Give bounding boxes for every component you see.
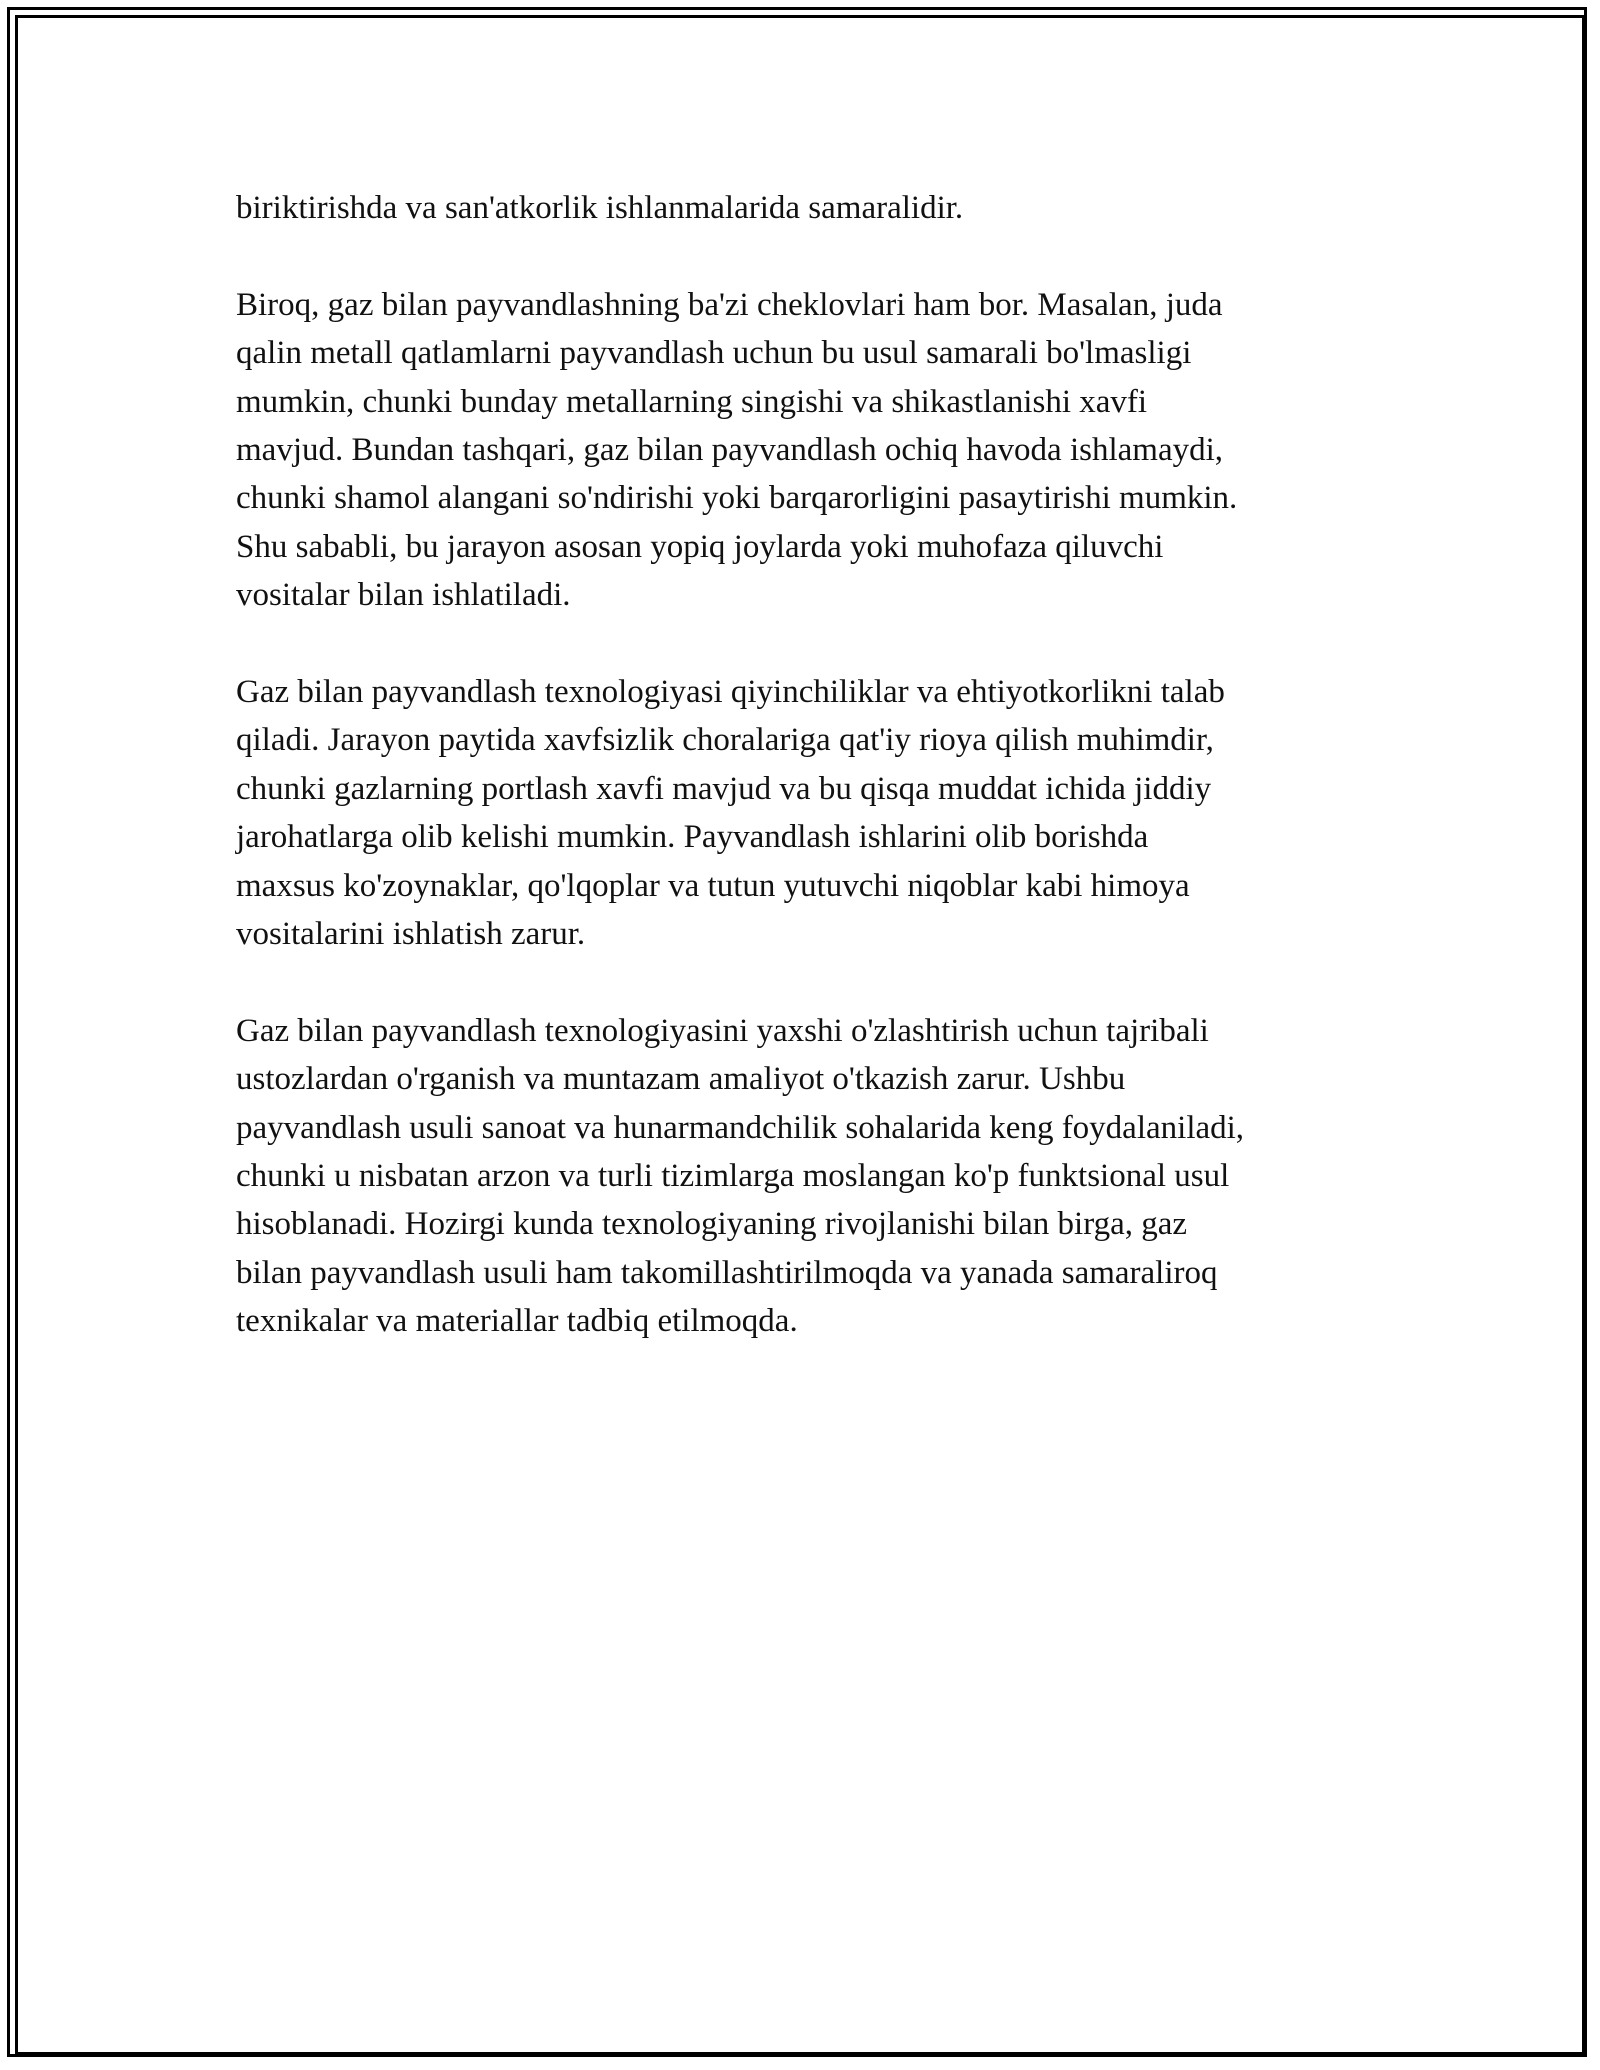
document-body <box>236 184 1376 1394</box>
text-line: hisoblanadi. Hozirgi kunda texnologiyaning rivojlanishi bilan birga, gaz <box>236 1206 1188 1243</box>
text-line: chunki shamol alangani so'ndirishi yoki barqarorligini pasaytirishi mumkin. <box>236 480 1238 517</box>
text-line: ustozlardan o'rganish va muntazam amaliyot o'tkazish zarur. Ushbu <box>236 1061 1126 1098</box>
text-line: mavjud. Bundan tashqari, gaz bilan payvandlash ochiq havoda ishlamaydi, <box>236 432 1224 469</box>
text-line: Biroq, gaz bilan payvandlashning ba'zi cheklovlari ham bor. Masalan, juda <box>236 286 1223 323</box>
text-line: vositalarini ishlatish zarur. <box>236 916 586 953</box>
text-line: jarohatlarga olib kelishi mumkin. Payvandlash ishlarini olib borishda <box>236 819 1149 856</box>
text-line: chunki gazlarning portlash xavfi mavjud va bu qisqa muddat ichida jiddiy <box>236 770 1212 807</box>
paragraph <box>236 1007 1376 1346</box>
paragraph <box>236 668 1376 958</box>
text-line: maxsus ko'zoynaklar, qo'lqoplar va tutun yutuvchi niqoblar kabi himoya <box>236 867 1190 904</box>
text-line: texnikalar va materiallar tadbiq etilmoqda. <box>236 1303 798 1340</box>
text-line: Shu sababli, bu jarayon asosan yopiq joylarda yoki muhofaza qiluvchi <box>236 528 1164 565</box>
text-line: chunki u nisbatan arzon va turli tizimlarga moslangan ko'p funktsional usul <box>236 1158 1230 1195</box>
text-line: mumkin, chunki bunday metallarning singishi va shikastlanishi xavfi <box>236 383 1148 420</box>
text-line: payvandlash usuli sanoat va hunarmandchilik sohalarida keng foydalaniladi, <box>236 1109 1245 1146</box>
text-line: qiladi. Jarayon paytida xavfsizlik choralariga qat'iy rioya qilish muhimdir, <box>236 722 1214 759</box>
text-line: qalin metall qatlamlarni payvandlash uchun bu usul samarali bo'lmasligi <box>236 335 1192 372</box>
text-line: biriktirishda va san'atkorlik ishlanmalarida samaralidir. <box>236 190 964 226</box>
paragraph <box>236 281 1376 620</box>
text-line: Gaz bilan payvandlash texnologiyasi qiyinchiliklar va ehtiyotkorlikni talab <box>236 674 1225 711</box>
text-line: bilan payvandlash usuli ham takomillashtirilmoqda va yanada samaraliroq <box>236 1254 1218 1291</box>
paragraph <box>236 184 1376 232</box>
text-line: vositalar bilan ishlatiladi. <box>236 577 571 614</box>
text-line: Gaz bilan payvandlash texnologiyasini yaxshi o'zlashtirish uchun tajribali <box>236 1012 1209 1049</box>
